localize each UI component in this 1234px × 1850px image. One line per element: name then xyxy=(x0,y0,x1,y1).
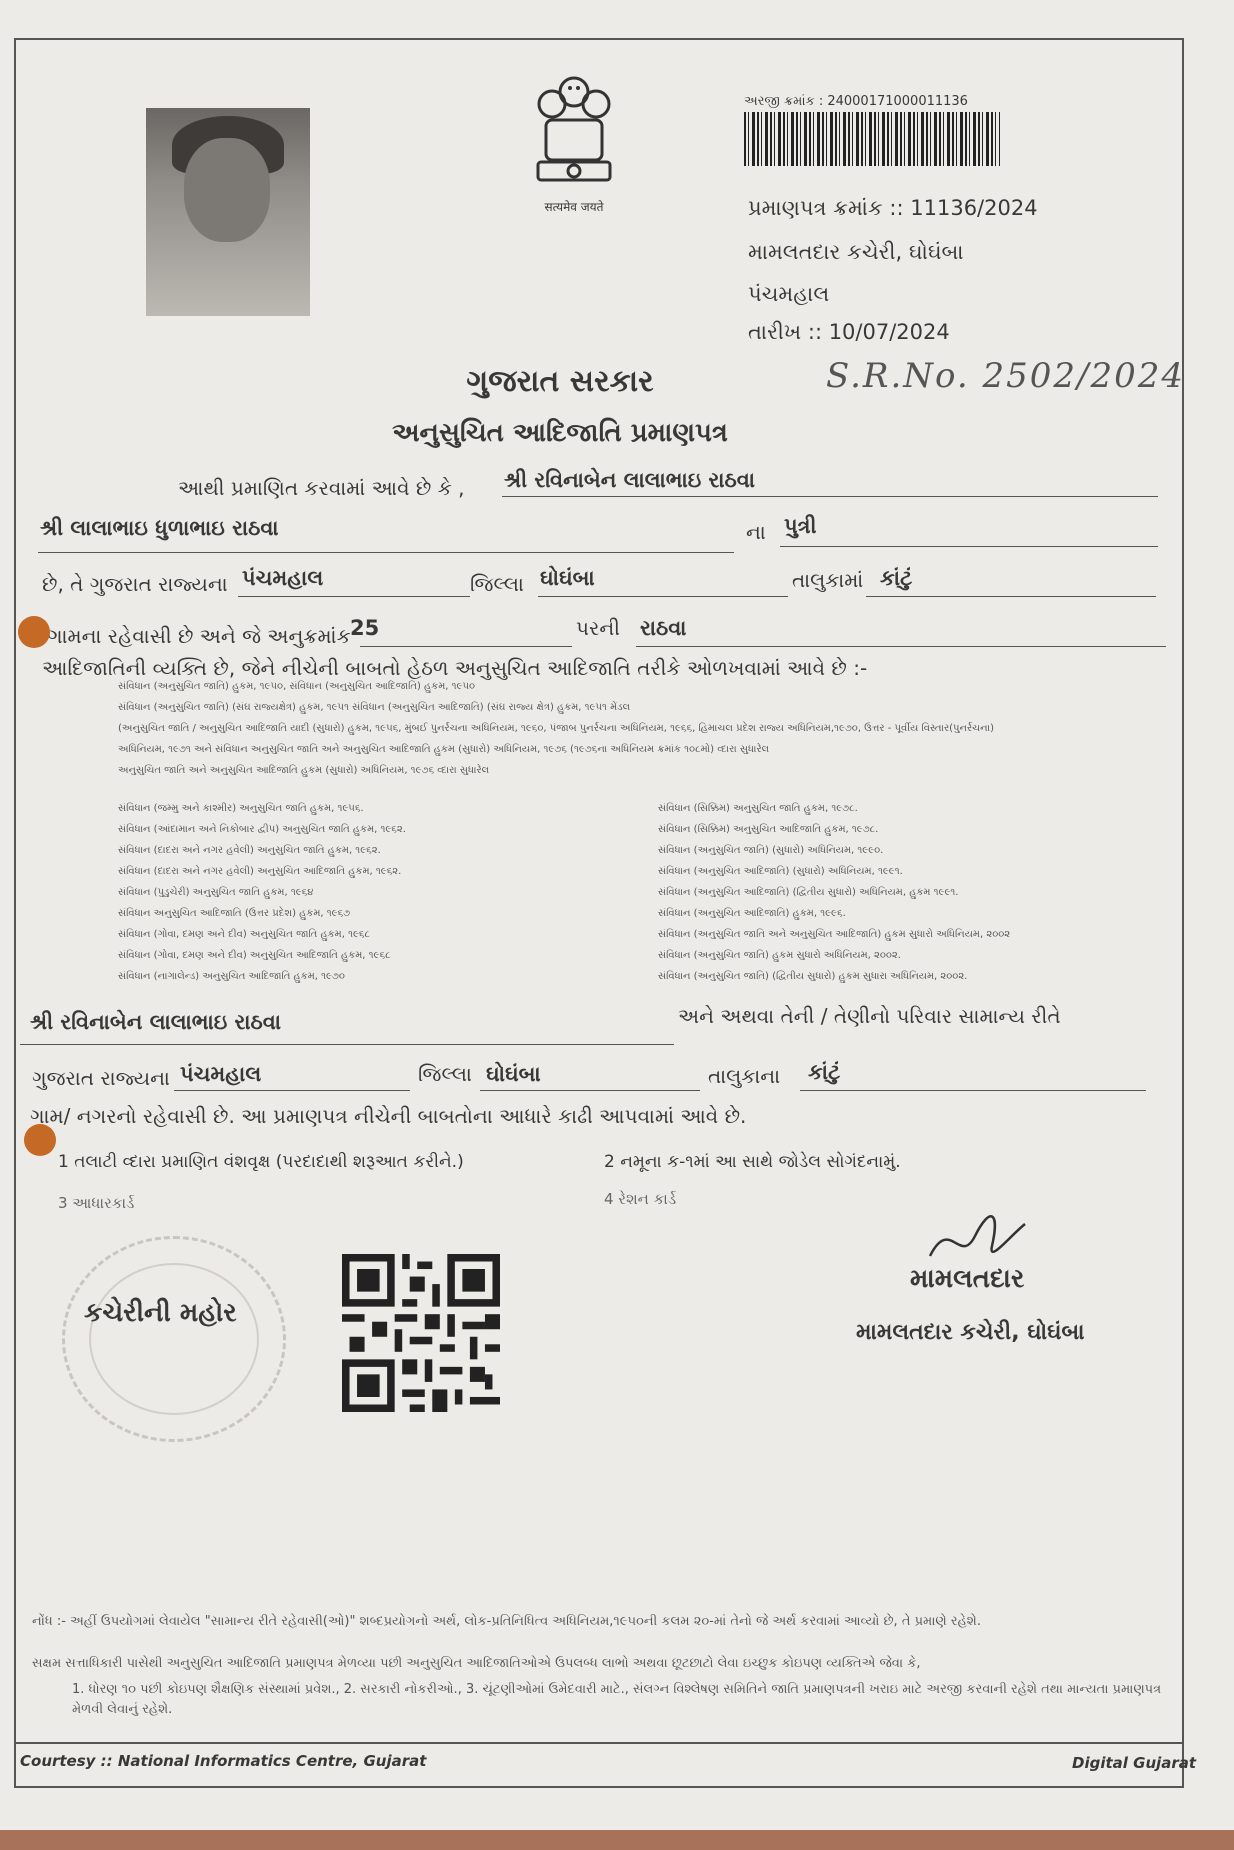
certificate-number: પ્રમાણપત્ર ક્રમાંક :: 11136/2024 xyxy=(748,196,1038,220)
tribe-value: રાઠવા xyxy=(640,616,687,640)
act-item: સંવિધાન અનુસુચિત આદિજાતિ (ઉત્તર પ્રદેશ) હુકમ, ૧૯૬૭ xyxy=(118,908,351,919)
signatory-title: મામલતદાર xyxy=(910,1264,1025,1294)
act-item: સંવિધાન (અનુસુચિત આદિજાતિ) (સુધારો) અધિનિયમ, ૧૯૯૧. xyxy=(658,866,903,877)
holder-name: શ્રી રવિનાબેન લાલાભાઇ રાઠવા xyxy=(504,468,755,492)
resident-text: ગામના રહેવાસી છે અને જે અનુક્રમાંક xyxy=(48,624,351,648)
act-item: સંવિધાન (સિક્કિમ) અનુસુચિત આદિજાતિ હુકમ, ૧૯૭૮. xyxy=(658,824,879,835)
act-item: સંવિધાન (સિક્કિમ) અનુસુચિત જાતિ હુકમ, ૧૯૭૮. xyxy=(658,803,858,814)
act-item: સંવિધાન (અનુસુચિત આદિજાતિ) (દ્વિતીય સુધારો) અધિનિયમ, હુકમ ૧૯૯૧. xyxy=(658,887,959,898)
act-item: સંવિધાન (જમ્મુ અને કાશ્મીર) અનુસુચિત જાતિ હુકમ, ૧૯૫૬. xyxy=(118,803,364,814)
tribe-line xyxy=(636,614,1166,647)
act-intro-line: સંવિધાન (અનુસુચિત જાતિ) હુકમ, ૧૯૫૦, સંવિધાન (અનુસુચિત આદિજાતિ) હુકમ, ૧૯૫૦ xyxy=(118,681,476,692)
document-1: 1 તલાટી વ્દારા પ્રમાણિત વંશવૃક્ષ (પરદાદાથી શરૂઆત કરીને.) xyxy=(58,1152,464,1172)
act-item: સંવિધાન (પુડુચેરી) અનુસુચિત જાતિ હુકમ, ૧૯૬૪ xyxy=(118,887,314,898)
photo-face xyxy=(184,138,270,242)
district-label-1: જિલ્લા xyxy=(470,572,524,596)
act-item: સંવિધાન (ગોવા, દમણ અને દીવ) અનુસુચિત આદિજાતિ હુકમ, ૧૯૬૮ xyxy=(118,950,391,961)
government-title: ગુજરાત સરકાર xyxy=(466,364,654,399)
acts-left-column xyxy=(118,798,638,987)
document-4: 4 રેશન કાર્ડ xyxy=(604,1190,677,1208)
act-item: સંવિધાન (દાદરા અને નગર હવેલી) અનુસુચિત આદિજાતિ હુકમ, ૧૯૬૨. xyxy=(118,866,402,877)
acts-right-column xyxy=(658,798,1158,987)
office-seal-label: કચેરીની મહોર xyxy=(84,1298,237,1328)
footer-courtesy: Courtesy :: National Informatics Centre, Gujarat xyxy=(20,1752,427,1770)
document-3: 3 આધારકાર્ડ xyxy=(58,1194,135,1212)
taluka-label-2: તાલુકાના xyxy=(708,1064,781,1088)
applicant-photo xyxy=(146,108,310,316)
act-intro-line: (અનુસુચિત જાતિ / અનુસુચિત આદિજાતિ યાદી (સુધારો) હુકમ, ૧૯૫૬, મુંબઈ પુનર્રચના અધિનિયમ, ૧૯૬૦, પંજાબ પુનર્રચના અધિનિયમ, ૧૯૬૬, હિમાચલ પ્રદેશ રાજ્ય અધિનિયમ,૧૯૭૦, ઉત્તર - પૂર્વીય વિસ્તાર(પુનર્રચના) xyxy=(118,723,994,734)
footer-rule xyxy=(14,1742,1182,1744)
note-3: 1. ધોરણ ૧૦ પછી કોઇપણ શૈક્ષણિક સંસ્થામાં પ્રવેશ., 2. સરકારી નોકરીઓ., 3. ચૂંટણીઓમાં ઉમેદવારી માટે., સંલગ્ન વિશ્લેષણ સમિતિને જાતિ પ્રમાણપત્રની ખરાઇ માટે અરજી કરવાની રહેશે તથા માન્યતા પ્રમાણપત્ર મેળવી લેવાનું રહેશે. xyxy=(72,1682,1162,1717)
certify-text: આથી પ્રમાણિત કરવામાં આવે છે કે , xyxy=(178,476,465,500)
act-intro-line: સંવિધાન (અનુસુચિત જાતિ) (સંઘ રાજ્યક્ષેત્ર) હુકમ, ૧૯૫૧ સંવિધાન (અનુસુચિત આદિજાતિ) (સંઘ રાજ્ય ક્ષેત્ર) હુકમ, ૧૯૫૧ મેંડલ xyxy=(118,702,631,713)
village-line-2 xyxy=(800,1060,1146,1091)
act-intro-line: અનુસુચિત જાતિ અને અનુસુચિત આદિજાતિ હુકમ (સુધારો) અધિનિયમ, ૧૯૭૬ વ્દારા સુધારેલ xyxy=(118,765,490,776)
issue-date: તારીખ :: 10/07/2024 xyxy=(748,320,950,344)
act-item: સંવિધાન (નાગાલેન્ડ) અનુસુચિત આદિજાતિ હુકમ, ૧૯૭૦ xyxy=(118,971,345,982)
act-item: સંવિધાન (અનુસુચિત જાતિ) (દ્વિતીય સુધારો) હુકમ સુધારા અધિનિયમ, ૨૦૦૨. xyxy=(658,971,968,982)
office-seal-icon xyxy=(62,1236,286,1442)
note-2: સક્ષમ સત્તાધિકારી પાસેથી અનુસુચિત આદિજાતિ પ્રમાણપત્ર મેળવ્યા પછી અનુસુચિત આદિજાતિઓએ ઉપલબ્ધ લાભો અથવા છૂટછાટો લેવા ઇચ્છુક કોઇપણ વ્યક્તિએ જેવા કે, xyxy=(32,1656,921,1671)
state-emblem-icon xyxy=(524,70,624,198)
signatory-office: મામલતદાર કચેરી, ઘોઘંબા xyxy=(856,1320,1085,1345)
state-text-1: છે, તે ગુજરાત રાજ્યના xyxy=(42,572,228,596)
of-text: પરની xyxy=(576,616,620,640)
district-label-2: જિલ્લા xyxy=(418,1062,472,1086)
act-item: સંવિધાન (ગોવા, દમણ અને દીવ) અનુસુચિત જાતિ હુકમ, ૧૯૬૮ xyxy=(118,929,370,940)
basis-text: ગામ/ નગરનો રહેવાસી છે. આ પ્રમાણપત્ર નીચેની બાબતોના આધારે કાઢી આપવામાં આવે છે. xyxy=(30,1104,747,1128)
parent-name: શ્રી લાલાભાઇ ધુળાભાઇ રાઠવા xyxy=(40,516,279,540)
qr-code-icon xyxy=(340,1254,502,1412)
act-item: સંવિધાન (અનુસુચિત આદિજાતિ) હુકમ, ૧૯૯૬. xyxy=(658,908,846,919)
background-edge xyxy=(0,1830,1234,1850)
taluka-label-1: તાલુકામાં xyxy=(792,568,864,592)
act-item: સંવિધાન (અનુસુચિત જાતિ) હુકમ સુધારો અધિનિયમ, ૨૦૦૨. xyxy=(658,950,901,961)
holder-name-2: શ્રી રવિનાબેન લાલાભાઇ રાઠવા xyxy=(30,1010,281,1034)
footer-brand: Digital Gujarat xyxy=(1072,1754,1197,1772)
taluka-value-1: ઘોઘંબા xyxy=(540,566,595,590)
document-2: 2 નમૂના ક-૧માં આ સાથે જોડેલ સોગંદનામું. xyxy=(604,1152,901,1172)
issuing-office: મામલતદાર કચેરી, ઘોઘંબા xyxy=(748,240,964,264)
district-value-1: પંચમહાલ xyxy=(242,566,324,590)
act-item: સંવિધાન (દાદરા અને નગર હવેલી) અનુસુચિત જાતિ હુકમ, ૧૯૬૨. xyxy=(118,845,381,856)
act-item: સંવિધાન (આંદામાન અને નિકોબાર દ્વીપ) અનુસુચિત જાતિ હુકમ, ૧૯૬૨. xyxy=(118,824,406,835)
issuing-district: પંચમહાલ xyxy=(748,282,830,306)
taluka-value-2: ઘોઘંબા xyxy=(486,1062,541,1086)
emblem-motto: सत्यमेव जयते xyxy=(544,200,604,214)
family-text: અને અથવા તેની / તેણીનો પરિવાર સામાન્ય રીતે xyxy=(678,1004,1061,1028)
relation: પુત્રી xyxy=(784,514,817,538)
district-value-2: પંચમહાલ xyxy=(180,1062,262,1086)
village-value-2: કાંટું xyxy=(808,1060,841,1084)
serial-value: 25 xyxy=(350,616,380,640)
act-item: સંવિધાન (અનુસુચિત જાતિ અને અનુસુચિત આદિજાતિ) હુકમ સુધારો અધિનિયમ, ૨૦૦૨ xyxy=(658,929,1011,940)
act-intro-line: અધિનિયમ, ૧૯૭૧ અને સંવિધાન અનુસુચિત જાતિ અને અનુસુચિત આદિજાતિ હુકમ (સુધારો) અધિનિયમ, ૧૯૭૬ (૧૯૭૬ના અધિનિયમ ક્રમાંક ૧૦૮મો) વ્દારા સુધારેલ xyxy=(118,744,770,755)
acts-intro xyxy=(118,676,1138,781)
village-value-1: કાંટું xyxy=(880,566,913,590)
relation-connector: ના xyxy=(746,520,766,544)
tribal-person-text: આદિજાતિની વ્યક્તિ છે, જેને નીચેની બાબતો હેઠળ અનુસુચિત આદિજાતિ તરીકે ઓળખવામાં આવે છે :- xyxy=(42,656,868,680)
certificate-title: અનુસુચિત આદિજાતિ પ્રમાણપત્ર xyxy=(392,418,728,448)
handwritten-serial: S.R.No. 2502/2024 xyxy=(826,356,1186,396)
note-1: નોંધ :- અહીં ઉપયોગમાં લેવાયેલ "સામાન્ય રીતે રહેવાસી(ઓ)" શબ્દપ્રયોગનો અર્થ, લોક-પ્રતિનિધિત્વ અધિનિયમ,૧૯૫૦ની કલમ ૨૦-માં તેનો જે અર્થ કરવામાં આવ્યો છે, તે પ્રમાણે રહેશે. xyxy=(32,1614,981,1629)
state-text-2: ગુજરાત રાજ્યના xyxy=(32,1066,170,1090)
punch-hole-bottom xyxy=(24,1124,56,1156)
act-item: સંવિધાન (અનુસુચિત જાતિ) (સુધારો) અધિનિયમ, ૧૯૯૦. xyxy=(658,845,884,856)
relation-line xyxy=(780,514,1158,547)
punch-hole-top xyxy=(18,616,50,648)
application-number: અરજી ક્રમાંક : 24000171000011136 xyxy=(744,94,968,109)
barcode xyxy=(744,112,1000,166)
serial-line xyxy=(360,614,572,647)
